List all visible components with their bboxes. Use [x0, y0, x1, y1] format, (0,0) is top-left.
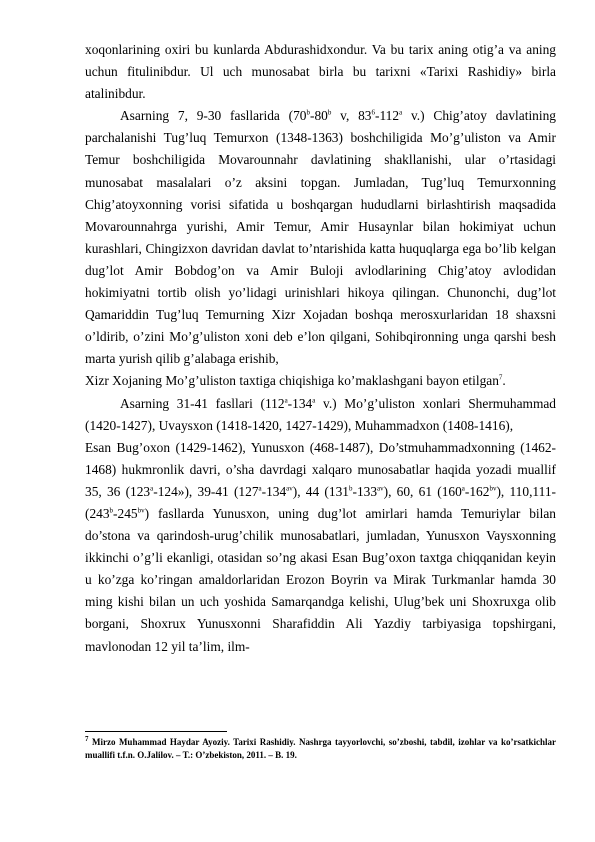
- footnote-number: 7: [85, 735, 89, 743]
- footnote-ref[interactable]: 7: [498, 373, 503, 382]
- paragraph-3: Asarning 31-41 fasllari (112$^a$-134$^a$ v.) Mo’g’uliston xonlari Shermuhammad (1420-1427), Uvaysxon (1418-1420, 1427-1429), Muhammadxon (1408-1416),: [85, 395, 556, 433]
- footnote-divider: [85, 731, 227, 732]
- paragraph-2: Asarning 7, 9-30 fasllarida (70$^b$-80$^b$ v, $83^6-112^a$ v.) Chig’atoy davlatining parchalanishi Tug’luq Temurxon (1348-1363) boshchiligida Mo’g’uliston va Amir Temur boshchiligida Movarounnahr davlatining shakllanishi, ular o’rtasidagi munosabat masalalari o’z aksini topgan. Jumladan, Tug’luq Temurxonning Chig’atoyxonning vorisi sifatida u boshqargan hududlarni birlashtirish maqsadida Movarounnahrga yurishi, Amir Temur, Amir Husaynlar bilan hokimiyat uchun kurashlari, Chingizxon davridan davlat to’ntarishida katta huquqlarga ega bo’lib kelgan dug’lot Amir Bobdog’on va Amir Buloji avlodlarining Chig’atoy avlodidan hokimiyatni tortib olish yo’lidagi urinishlari hikoya qilingan. Chunonchi, dug’lot Qamariddin Tug’luq Temurning Xizr Xojadan boshqa merosxurlaridan 18 shaxsni o’ldirib, o’zini Mo’g’uliston xoni deb e’lon qilgani, Sohibqironning unga qarshi besh marta yurish qilib g’alabaga erishib,: [85, 108, 556, 367]
- footnote-text: Mirzo Muhammad Haydar Ayoziy. Tarixi Rashidiy. Nashrga tayyorlovchi, so’zboshi, tabdil, izohlar va ko’rsatkichlar muallifi t.f.n. O.Jalilov. – T.: O’zbekiston, 2011. – B. 19.: [85, 737, 556, 760]
- paragraph-2-end: Xizr Xojaning Mo’g’uliston taxtiga chiqishiga ko’maklashgani bayon etilgan$^7$.: [85, 373, 506, 389]
- paragraph-1: xoqonlarining oxiri bu kunlarda Abdurashidxondur. Va bu tarix aning otig’a va aning uchun fitulinibdur. Ul uch munosabat birla bu tarixni «Tarixi Rashidiy» birla atalinibdur.: [85, 42, 556, 102]
- footnote: [85, 736, 556, 762]
- document-body: [85, 39, 556, 658]
- paragraph-4: Esan Bug’oxon (1429-1462), Yunusxon (468-1487), Do’stmuhammadxonning (1462-1468) hukmronlik davri, o’sha davrdagi xalqaro munosabatlar haqida yozadi muallif 35, 36 (123$^a$-124»), 39-41 $(127^a-134^{av})$, 44 $(131^b-133^{av})$, 60, 61 $(160^a-162^{bv})$, 110,111- $(243^b-245^{bv})$ fasllarda Yunusxon, uning dug’lot amirlari hamda Temuriylar bilan do’stona va qarindosh-urug’chilik munosabatlari, jumladan, Yunusxon Vaysxonning ikkinchi o’g’li ekanligi, otasidan so’ng akasi Esan Bug’oxon taxtga chiqqanidan keyin u ko’zga ko’ringan amaldorlaridan Erozon Boyrin va Mirak Turkmanlar hamda 30 ming kishi bilan un uch yoshida Samarqandga kelishi, Ulug’bek uni Shoxruxga olib borgani, Shoxrux Yunusxonni Sharafiddin Ali Yazdiy tarbiyasiga topshirgani, mavlonodan 12 yil ta’lim, ilm-: [85, 439, 556, 654]
